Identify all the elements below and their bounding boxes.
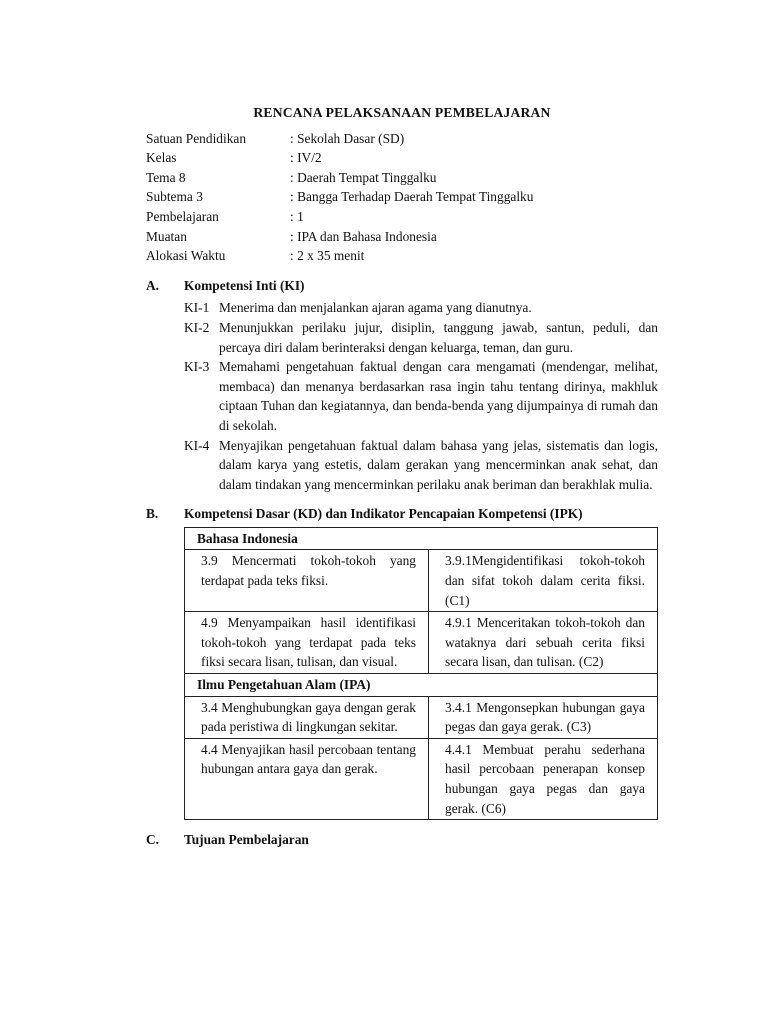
section-a-heading [146,276,658,296]
meta-value: : Bangga Terhadap Daerah Tempat Tinggalku [290,189,534,205]
meta-value: : IPA dan Bahasa Indonesia [290,228,437,244]
kd-cell: 3.4 Menghubungkan gaya dengan gerak pada peristiwa di lingkungan sekitar. [185,696,429,738]
kd-ipk-table [184,527,658,820]
table-row [185,696,658,738]
ki-code: KI-2 [184,319,210,335]
kd-cell: 3.9 Mencermati tokoh-tokoh yang terdapat pada teks fiksi. [185,550,429,612]
meta-value: : IV/2 [290,150,322,166]
ipk-cell: 4.9.1 Menceritakan tokoh-tokoh dan wataknya dari sebuah cerita fiksi secara lisan, dan tulisan. (C2) [429,612,658,674]
ki-text: Menunjukkan perilaku jujur, disiplin, tanggung jawab, santun, peduli, dan percaya diri dalam berinteraksi dengan keluarga, teman, dan guru. [219,319,658,355]
meta-label: Tema 8 [146,169,186,185]
table-row [185,612,658,674]
meta-label: Subtema 3 [146,189,203,205]
meta-label: Pembelajaran [146,208,219,224]
section-title: Kompetensi Dasar (KD) dan Indikator Pencapaian Kompetensi (IPK) [184,506,583,522]
ki-item [184,357,658,435]
meta-label: Muatan [146,228,187,244]
meta-row-tema [146,168,658,188]
section-b-heading [146,504,658,524]
ki-text: Memahami pengetahuan faktual dengan cara mengamati (mendengar, melihat, membaca) dan menanya berdasarkan rasa ingin tahu tentang dirinya, makhluk ciptaan Tuhan dan kegiatannya, dan benda-benda yang dijumpainya di rumah dan di sekolah. [219,359,658,433]
table-row [185,738,658,819]
meta-value: : 2 x 35 menit [290,248,365,264]
ipk-cell: 3.9.1Mengidentifikasi tokoh-tokoh dan sifat tokoh dalam cerita fiksi. (C1) [429,550,658,612]
meta-row-satuan [146,129,658,149]
ki-item [184,318,658,357]
ki-text: Menerima dan menjalankan ajaran agama yang dianutnya. [219,300,532,316]
ipk-cell: 4.4.1 Membuat perahu sederhana hasil percobaan penerapan konsep hubungan gaya pegas dan gaya gerak. (C6) [429,738,658,819]
meta-value: : 1 [290,208,304,224]
table-row [185,550,658,612]
ki-code: KI-1 [184,300,210,316]
meta-value: : Daerah Tempat Tinggalku [290,169,437,185]
meta-value: : Sekolah Dasar (SD) [290,130,405,146]
document-title: RENCANA PELAKSANAAN PEMBELAJARAN [253,105,551,120]
ki-item [184,436,658,495]
ipk-cell: 3.4.1 Mengonsepkan hubungan gaya pegas dan gaya gerak. (C3) [429,696,658,738]
meta-label: Kelas [146,150,177,166]
ki-code: KI-3 [184,359,210,375]
section-c-heading [146,830,658,850]
section-letter: B. [146,506,159,522]
meta-row-muatan [146,227,658,247]
meta-row-kelas [146,148,658,168]
section-letter: C. [146,832,160,848]
section-letter: A. [146,277,160,293]
identity-block [146,129,658,266]
ki-list [184,298,658,494]
ki-item [184,298,658,318]
document-page [146,103,658,850]
table-group-row [185,527,658,550]
section-title: Tujuan Pembelajaran [184,832,309,848]
ki-code: KI-4 [184,437,210,453]
kd-cell: 4.4 Menyajikan hasil percobaan tentang hubungan antara gaya dan gerak. [185,738,429,819]
group-header-ipa: Ilmu Pengetahuan Alam (IPA) [185,674,658,697]
group-header-bahasa: Bahasa Indonesia [185,527,658,550]
ki-text: Menyajikan pengetahuan faktual dalam bahasa yang jelas, sistematis dan logis, dalam karya yang estetis, dalam gerakan yang mencerminkan anak sehat, dan dalam tindakan yang mencerminkan perilaku anak beriman dan berakhlak mulia. [219,437,658,492]
section-title: Kompetensi Inti (KI) [184,277,305,293]
kd-cell: 4.9 Menyampaikan hasil identifikasi tokoh-tokoh yang terdapat pada teks fiksi secara lisan, tulisan, dan visual. [185,612,429,674]
meta-row-subtema [146,187,658,207]
table-group-row [185,674,658,697]
meta-label: Alokasi Waktu [146,248,226,264]
meta-row-alokasi [146,246,658,266]
meta-label: Satuan Pendidikan [146,130,247,146]
meta-row-pembelajaran [146,207,658,227]
